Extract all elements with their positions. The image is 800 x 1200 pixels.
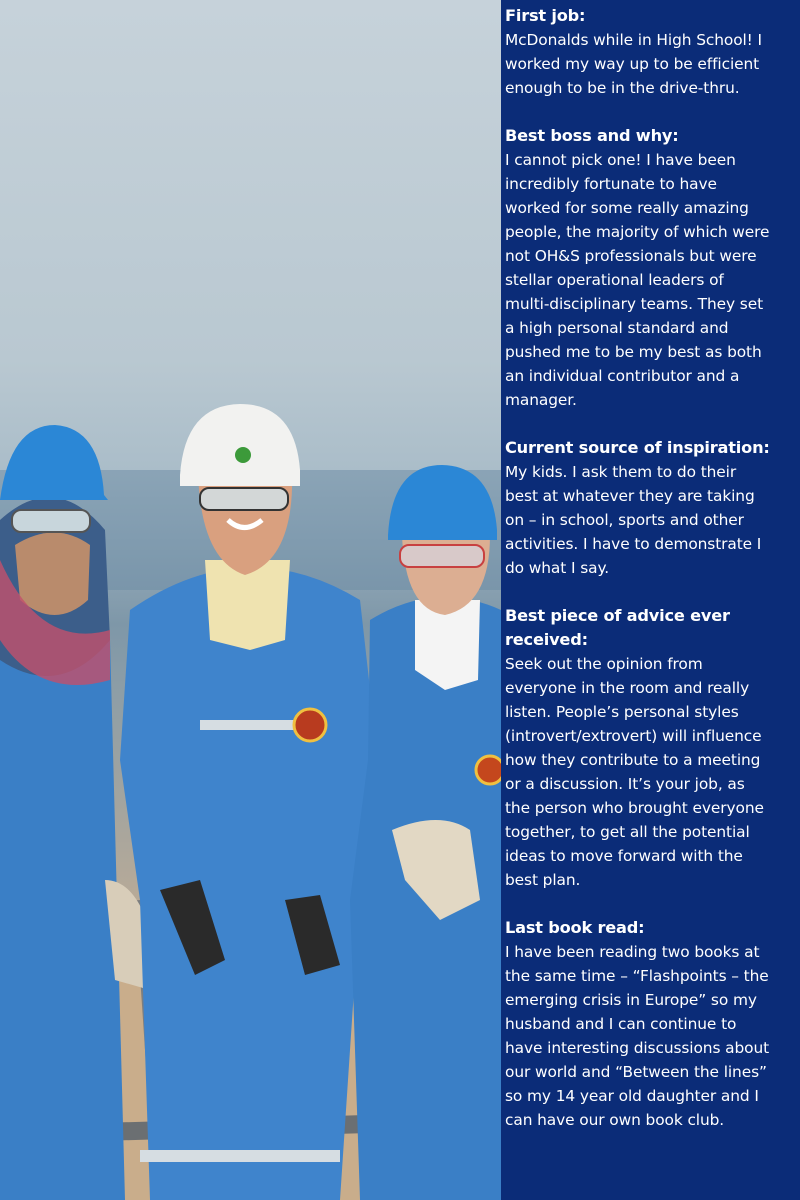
question-best-advice: Best piece of advice ever received: [505, 606, 730, 649]
question-last-book: Last book read: [505, 918, 645, 937]
qa-panel [501, 0, 800, 1200]
question-inspiration: Current source of inspiration: [505, 438, 770, 457]
answer-best-advice: Seek out the opinion from everyone in the room and really listen. People’s personal styles (introvert/extrovert) will influence how they contribute to a meeting or a discussion. It’s your job, as the person who brought everyone together, to get all the potential ideas to move forward with the best plan. [505, 655, 764, 889]
answer-first-job: McDonalds while in High School! I worked my way up to be efficient enough to be in the drive-thru. [505, 31, 762, 97]
answer-inspiration: My kids. I ask them to do their best at whatever they are taking on – in school, sports and other activities. I have to demonstrate I do what I say. [505, 463, 762, 577]
answer-best-boss: I cannot pick one! I have been incredibly fortunate to have worked for some really amazing people, the majority of which were not OH&S professionals but were stellar operational leaders of multi-disciplinary teams. They set a high personal standard and pushed me to be my best as both an individual contributor and a manager. [505, 151, 770, 409]
question-best-boss: Best boss and why: [505, 126, 679, 145]
answer-last-book: I have been reading two books at the same time – “Flashpoints – the emerging crisis in Europe” so my husband and I can continue to have interesting discussions about our world and “Between the lines” so my 14 year old daughter and I can have our own book club. [505, 943, 770, 1129]
question-first-job: First job: [505, 6, 586, 25]
